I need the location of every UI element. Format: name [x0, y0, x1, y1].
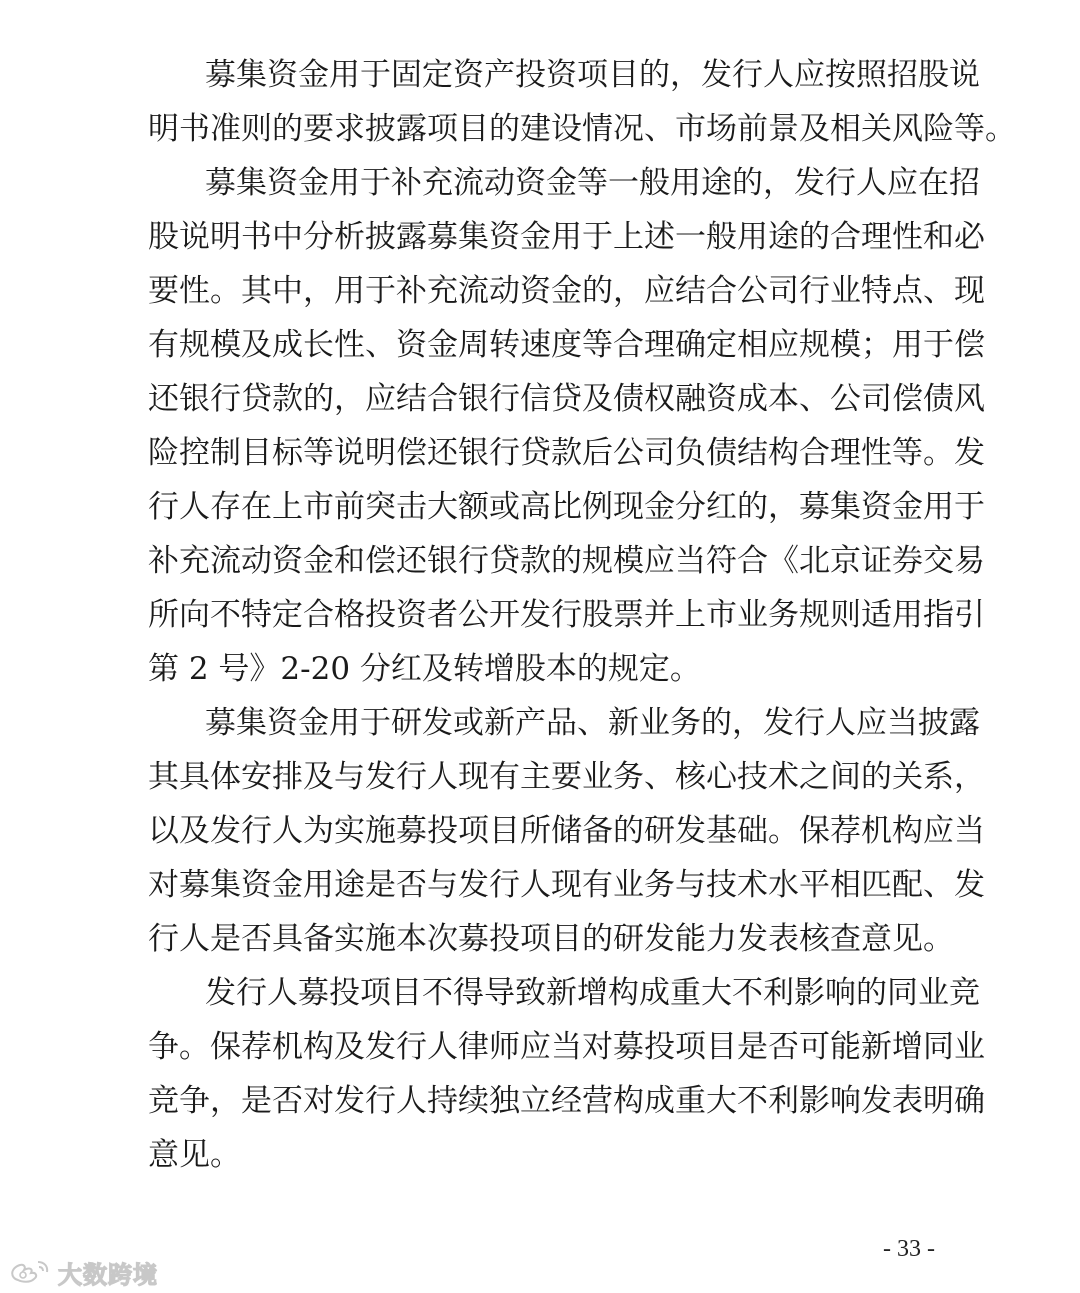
paragraph-2-line-2: 股说明书中分析披露募集资金用于上述一般用途的合理性和必: [148, 219, 985, 255]
paragraph-2-line-9: 所向不特定合格投资者公开发行股票并上市业务规则适用指引: [148, 597, 985, 633]
paragraph-2-line-3: 要性。其中，用于补充流动资金的，应结合公司行业特点、现: [148, 273, 985, 309]
paragraph-3-line-2: 其具体安排及与发行人现有主要业务、核心技术之间的关系，: [148, 759, 985, 795]
paragraph-2-line-5: 还银行贷款的，应结合银行信贷及债权融资成本、公司偿债风: [148, 381, 985, 417]
paragraph-3-line-5: 行人是否具备实施本次募投项目的研发能力发表核查意见。: [148, 921, 954, 957]
paragraph-4-line-2: 争。保荐机构及发行人律师应当对募投项目是否可能新增同业: [148, 1029, 985, 1065]
paragraph-3-line-4: 对募集资金用途是否与发行人现有业务与技术水平相匹配、发: [148, 867, 985, 903]
weibo-style-logo-icon: [8, 1258, 52, 1286]
paragraph-2-line-1: 募集资金用于补充流动资金等一般用途的，发行人应在招: [205, 165, 980, 201]
paragraph-2-line-6: 险控制目标等说明偿还银行贷款后公司负债结构合理性等。发: [148, 435, 985, 471]
paragraph-4-line-3: 竞争，是否对发行人持续独立经营构成重大不利影响发表明确: [148, 1083, 985, 1119]
paragraph-4-line-1: 发行人募投项目不得导致新增构成重大不利影响的同业竞: [205, 975, 980, 1011]
paragraph-3-line-3: 以及发行人为实施募投项目所储备的研发基础。保荐机构应当: [148, 813, 985, 849]
watermark: [8, 1254, 158, 1290]
paragraph-2-line-10: 第 2 号》2-20 分红及转增股本的规定。: [148, 651, 701, 687]
watermark-text: 大数跨境: [58, 1260, 158, 1289]
paragraph-1-line-1: 募集资金用于固定资产投资项目的，发行人应按照招股说: [205, 57, 980, 93]
paragraph-1-line-2: 明书准则的要求披露项目的建设情况、市场前景及相关风险等。: [148, 111, 1016, 147]
paragraph-2-line-4: 有规模及成长性、资金周转速度等合理确定相应规模；用于偿: [148, 327, 985, 363]
paragraph-2-line-7: 行人存在上市前突击大额或高比例现金分红的，募集资金用于: [148, 489, 985, 525]
paragraph-2-line-8: 补充流动资金和偿还银行贷款的规模应当符合《北京证券交易: [148, 543, 985, 579]
paragraph-4-line-4: 意见。: [148, 1137, 241, 1173]
page-number: - 33 -: [883, 1236, 935, 1262]
paragraph-3-line-1: 募集资金用于研发或新产品、新业务的，发行人应当披露: [205, 705, 980, 741]
